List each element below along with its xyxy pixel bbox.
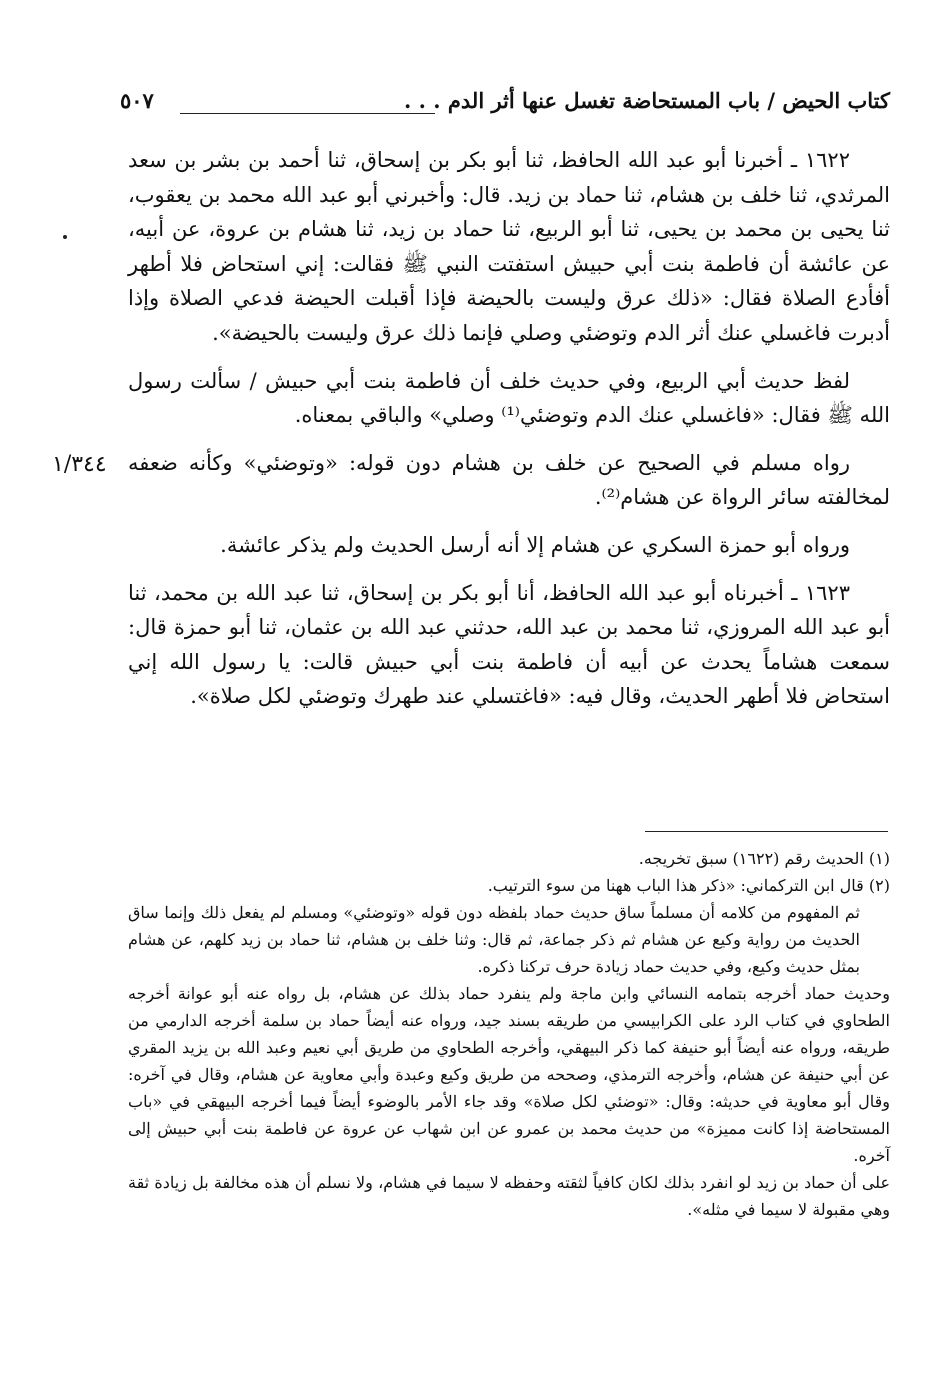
footnote-2: (٢) قال ابن التركماني: «ذكر هذا الباب ههنا من سوء الترتيب. <box>487 876 890 895</box>
header-title: كتاب الحيض / باب المستحاضة تغسل عنها أثر الدم . . . <box>404 88 890 113</box>
commentary-paragraph: ورواه أبو حمزة السكري عن هشام إلا أنه أرسل الحديث ولم يذكر عائشة. <box>220 532 850 557</box>
header-rule <box>180 113 435 114</box>
margin-dot <box>63 235 67 239</box>
footnotes <box>128 845 890 1223</box>
footnote-2-continuation: على أن حماد بن زيد لو انفرد بذلك لكان كافياً لثقته وحفظه لا سيما في هشام، ولا نسلم أن هذه مخالفة بل زيادة ثقة وهي مقبولة لا سيما في مثله». <box>128 1173 890 1219</box>
footnote-2-continuation: وحديث حماد أخرجه بتمامه النسائي وابن ماجة ولم ينفرد حماد بذلك عن هشام، بل رواه عنه أبو عوانة أخرجه الطحاوي في كتاب الرد على الكرابيسي من طريقه بسند جيد، ورواه عنه أيضاً حماد بن سلمة أخرجه الدارمي من طريقه، ورواه عنه أيضاً أبو حنيفة كما ذكر البيهقي، وأخرجه الطحاوي من طريق أبي نعيم وعبد الله بن يزيد المقري عن أبي حنيفة عن هشام، وأخرجه الترمذي، وصححه من طريق وكيع وعبدة وأبي معاوية عن هشام، وقال في آخره: وقال أبو معاوية في حديثه: وقال: «توضئي لكل صلاة» وقد جاء الأمر بالوضوء أيضاً فيما أخرجه البيهقي في «باب المستحاضة إذا كانت مميزة» من حديث محمد بن عمرو عن ابن شهاب عن عروة عن فاطمة بنت أبي حبيش إلى آخره. <box>128 984 891 1165</box>
main-text <box>128 143 890 714</box>
hadith-1622: ١٦٢٢ ـ أخبرنا أبو عبد الله الحافظ، ثنا أبو بكر بن إسحاق، ثنا أحمد بن بشر بن سعد المرثدي، ثنا خلف بن هشام، ثنا حماد بن زيد. قال: وأخبرني أبو عبد الله محمد بن يعقوب، ثنا يحيى بن محمد بن يحيى، ثنا أبو الربيع، ثنا حماد بن زيد، ثنا هشام بن عروة، عن أبيه، عن عائشة أن فاطمة بنت أبي حبيش استفتت النبي ﷺ فقالت: إني استحاض فلا أطهر أفأدع الصلاة فقال: «ذلك عرق وليست بالحيضة فإذا أقبلت الحيضة فدعي الصلاة وإذا أدبرت فاغسلي عنك أثر الدم وتوضئي وصلي فإنما ذلك عرق وليست بالحيضة». <box>128 148 890 345</box>
margin-volume-reference: ١/٣٤٤ <box>52 452 107 477</box>
footnote-rule <box>645 831 888 832</box>
page-number: ٥٠٧ <box>120 88 154 113</box>
footnote-1: (١) الحديث رقم (١٦٢٢) سبق تخريجه. <box>638 849 890 868</box>
footnote-2-continuation: ثم المفهوم من كلامه أن مسلماً ساق حديث حماد بلفظه دون قوله «وتوضئي» ومسلم لم يفعل ذلك وإنما ساق الحديث من رواية وكيع عن هشام ثم ذكر جماعة، ثم قال: وثنا خلف بن هشام، ثنا حماد بن زيد كلهم، عن هشام بمثل حديث وكيع، وفي حديث حماد زيادة حرف تركنا ذكره. <box>128 903 860 976</box>
commentary-paragraph: رواه مسلم في الصحيح عن خلف بن هشام دون قوله: «وتوضئي» وكأنه ضعفه لمخالفته سائر الرواة عن هشام⁽²⁾. <box>128 450 890 510</box>
commentary-paragraph: لفظ حديث أبي الربيع، وفي حديث خلف أن فاطمة بنت أبي حبيش / سألت رسول الله ﷺ فقال: «فاغسلي عنك الدم وتوضئي⁽¹⁾ وصلي» والباقي بمعناه. <box>128 368 890 428</box>
running-header <box>120 88 890 128</box>
hadith-1623: ١٦٢٣ ـ أخبرناه أبو عبد الله الحافظ، أنا أبو بكر بن إسحاق، ثنا عبد الله بن محمد، ثنا أبو عبد الله المروزي، ثنا محمد بن عبد الله، حدثني عبد الله بن عثمان، ثنا أبو حمزة قال: سمعت هشاماً يحدث عن أبيه أن فاطمة بنت أبي حبيش قالت: يا رسول الله إني استحاض فلا أطهر الحديث، وقال فيه: «فاغتسلي عند طهرك وتوضئي لكل صلاة». <box>128 580 890 709</box>
